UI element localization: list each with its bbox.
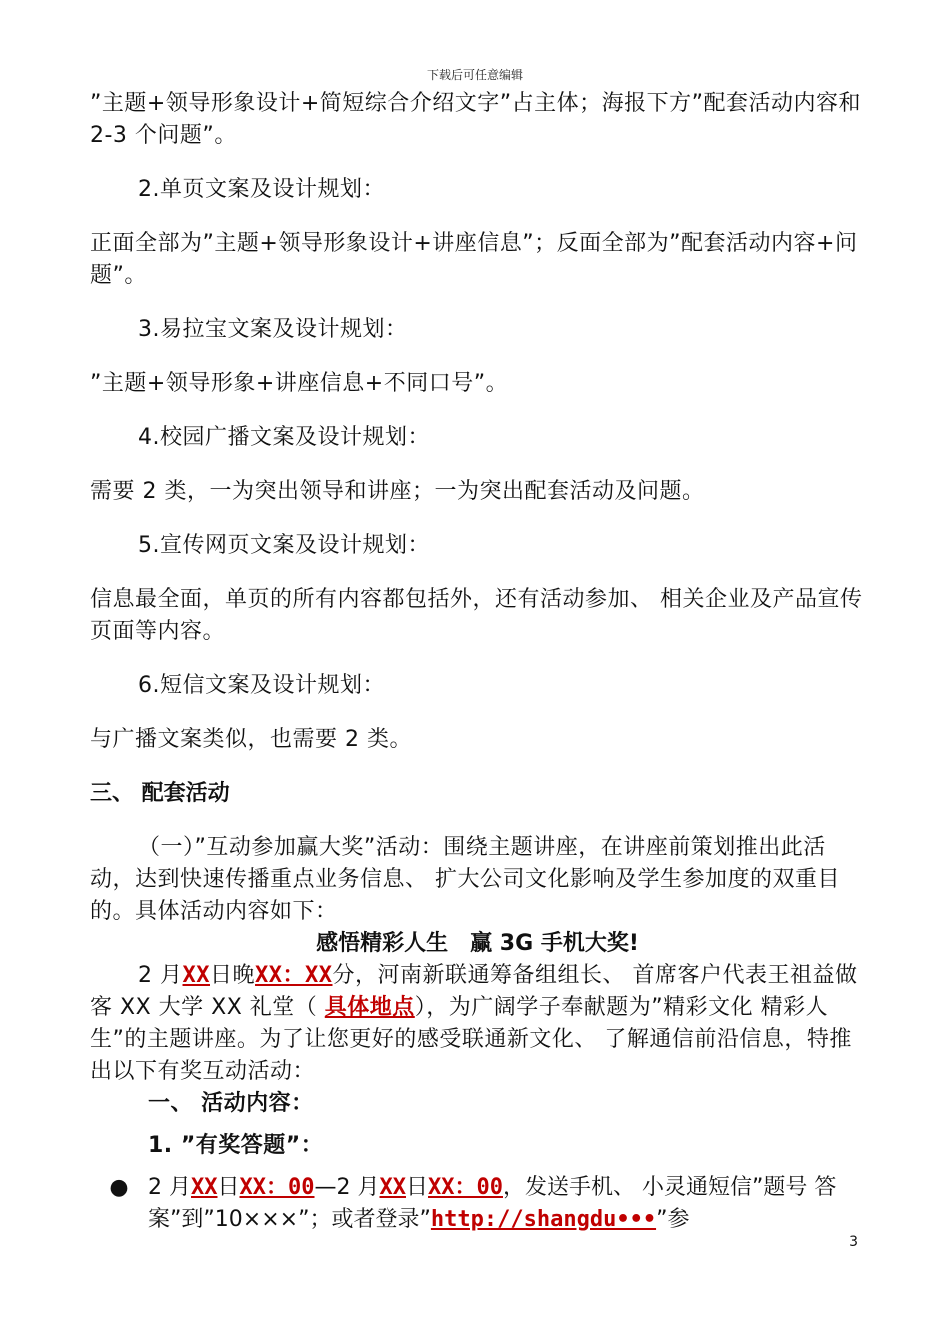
placeholder-end-time: XX：00 <box>428 1175 503 1200</box>
bullet-text-1: 2 月 <box>148 1175 191 1200</box>
paragraph-webpage: 信息最全面，单页的所有内容都包括外，还有活动参加、 相关企业及产品宣传页面等内容。 <box>90 587 863 644</box>
placeholder-start-time: XX：00 <box>239 1175 315 1200</box>
paragraph-rollup: ”主题+领导形象+讲座信息+不同口号”。 <box>90 371 509 396</box>
website-link[interactable]: http://shangdu••• <box>430 1207 657 1232</box>
subheading-webpage: 5.宣传网页文案及设计规划： <box>138 533 430 558</box>
lecture-text-4: ），为广阔学子奉献题为”精彩文化 精彩人生”的主题讲座。为了让您更好的感受联通新文化、 了解通信前沿信息，特推出以下有奖互动活动： <box>90 995 852 1084</box>
bullet-text-6: ”参 <box>656 1207 690 1232</box>
placeholder-location: 具体地点 <box>324 995 415 1020</box>
placeholder-date: XX <box>182 963 210 988</box>
placeholder-start-date: XX <box>191 1175 218 1200</box>
subheading-leaflet: 2.单页文案及设计规划： <box>138 177 385 202</box>
page-header: 下载后可任意编辑 <box>426 68 523 82</box>
bullet-dot-icon: ● <box>109 1175 129 1200</box>
section-heading-activities: 三、 配套活动 <box>90 781 230 806</box>
paragraph-radio: 需要 2 类，一为突出领导和讲座；一为突出配套活动及问题。 <box>90 479 705 504</box>
activity-title: 感悟精彩人生 赢 3G 手机大奖! <box>316 931 639 956</box>
subheading-activity-content: 一、 活动内容： <box>148 1091 314 1116</box>
paragraph-sms: 与广播文案类似，也需要 2 类。 <box>90 727 412 752</box>
subheading-radio: 4.校园广播文案及设计规划： <box>138 425 430 450</box>
bullet-text-2: 日 <box>217 1175 240 1200</box>
bullet-text-4: 日 <box>406 1175 429 1200</box>
bullet-text-5: ，发送手机、 小灵通短信”题号 答案”到”10×××”；或者登录” <box>148 1175 837 1232</box>
bullet-text-3: —2 月 <box>314 1175 380 1200</box>
subheading-rollup: 3.易拉宝文案及设计规划： <box>138 317 408 342</box>
document-body <box>90 88 865 1236</box>
subheading-sms: 6.短信文案及设计规划： <box>138 673 385 698</box>
lecture-text-2: 日晚 <box>210 963 256 988</box>
list-item <box>90 1172 865 1236</box>
paragraph-leaflet: 正面全部为”主题+领导形象设计+讲座信息”；反面全部为”配套活动内容+问题”。 <box>90 231 858 288</box>
placeholder-time: XX：XX <box>255 963 333 988</box>
subheading-quiz: 1. ”有奖答题”： <box>148 1133 324 1158</box>
bullet-text <box>148 1172 865 1236</box>
lecture-text-3: 分，河南新联通筹备组组长、 首席客户代表王祖益做客 XX 大学 XX 礼堂（ <box>90 963 858 1020</box>
paragraph-lecture <box>90 960 865 1088</box>
paragraph-poster-layout: ”主题+领导形象设计+简短综合介绍文字”占主体；海报下方”配套活动内容和 2-3 个问题”。 <box>90 91 862 148</box>
lecture-text-1: 2 月 <box>138 963 183 988</box>
paragraph-activity-intro: （一）”互动参加赢大奖”活动：围绕主题讲座，在讲座前策划推出此活动，达到快速传播重点业务信息、 扩大公司文化影响及学生参加度的双重目的。具体活动内容如下： <box>90 835 840 924</box>
placeholder-end-date: XX <box>379 1175 406 1200</box>
page-number: 3 <box>849 1234 858 1250</box>
